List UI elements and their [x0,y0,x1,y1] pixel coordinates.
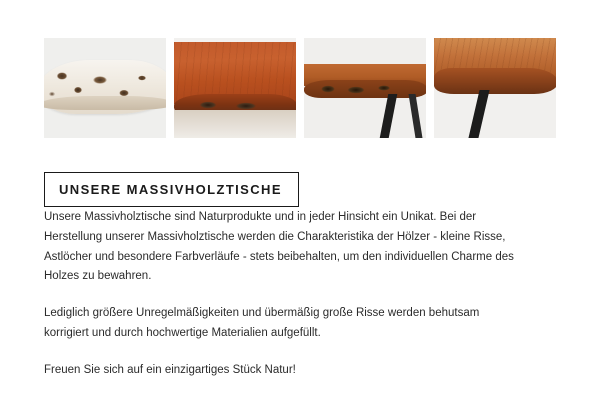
thumbnail-wood-slab-light[interactable] [44,38,166,138]
paragraph-3: Freuen Sie sich auf ein einzigartiges Stück Natur! [44,363,296,376]
background-floor [174,110,296,138]
table-leg-front [380,94,398,138]
table-leg [468,90,489,138]
page-title: UNSERE MASSIVHOLZTISCHE [59,182,282,197]
thumbnail-live-edge-closeup[interactable] [434,38,556,138]
paragraph-1: Unsere Massivholztische sind Naturprodukte und in jeder Hinsicht ein Unikat. Bei der Herstellung unserer Massivholztische werden die Charakteristika der Hölzer - kleine Risse, Astlöcher und besondere Farbverläufe - stets beibehalten, um den individuellen Charme des Holzes zu bewahren. [44,211,514,283]
live-edge-shape [434,68,556,94]
wood-edge-shape [44,96,166,110]
paragraph-2: Lediglich größere Unregelmäßigkeiten und übermäßig große Risse werden behutsam korrigiert und durch hochwertige Materialien aufgefüllt. [44,307,480,339]
image-gallery [44,38,556,138]
section-heading-box [44,172,299,207]
background-floor [434,90,556,138]
body-copy [44,208,524,380]
thumbnail-table-corner-black-leg[interactable] [304,38,426,138]
thumbnail-wood-table-top-red[interactable] [174,38,296,138]
live-edge-shape [304,80,426,98]
table-leg-back [409,94,423,138]
